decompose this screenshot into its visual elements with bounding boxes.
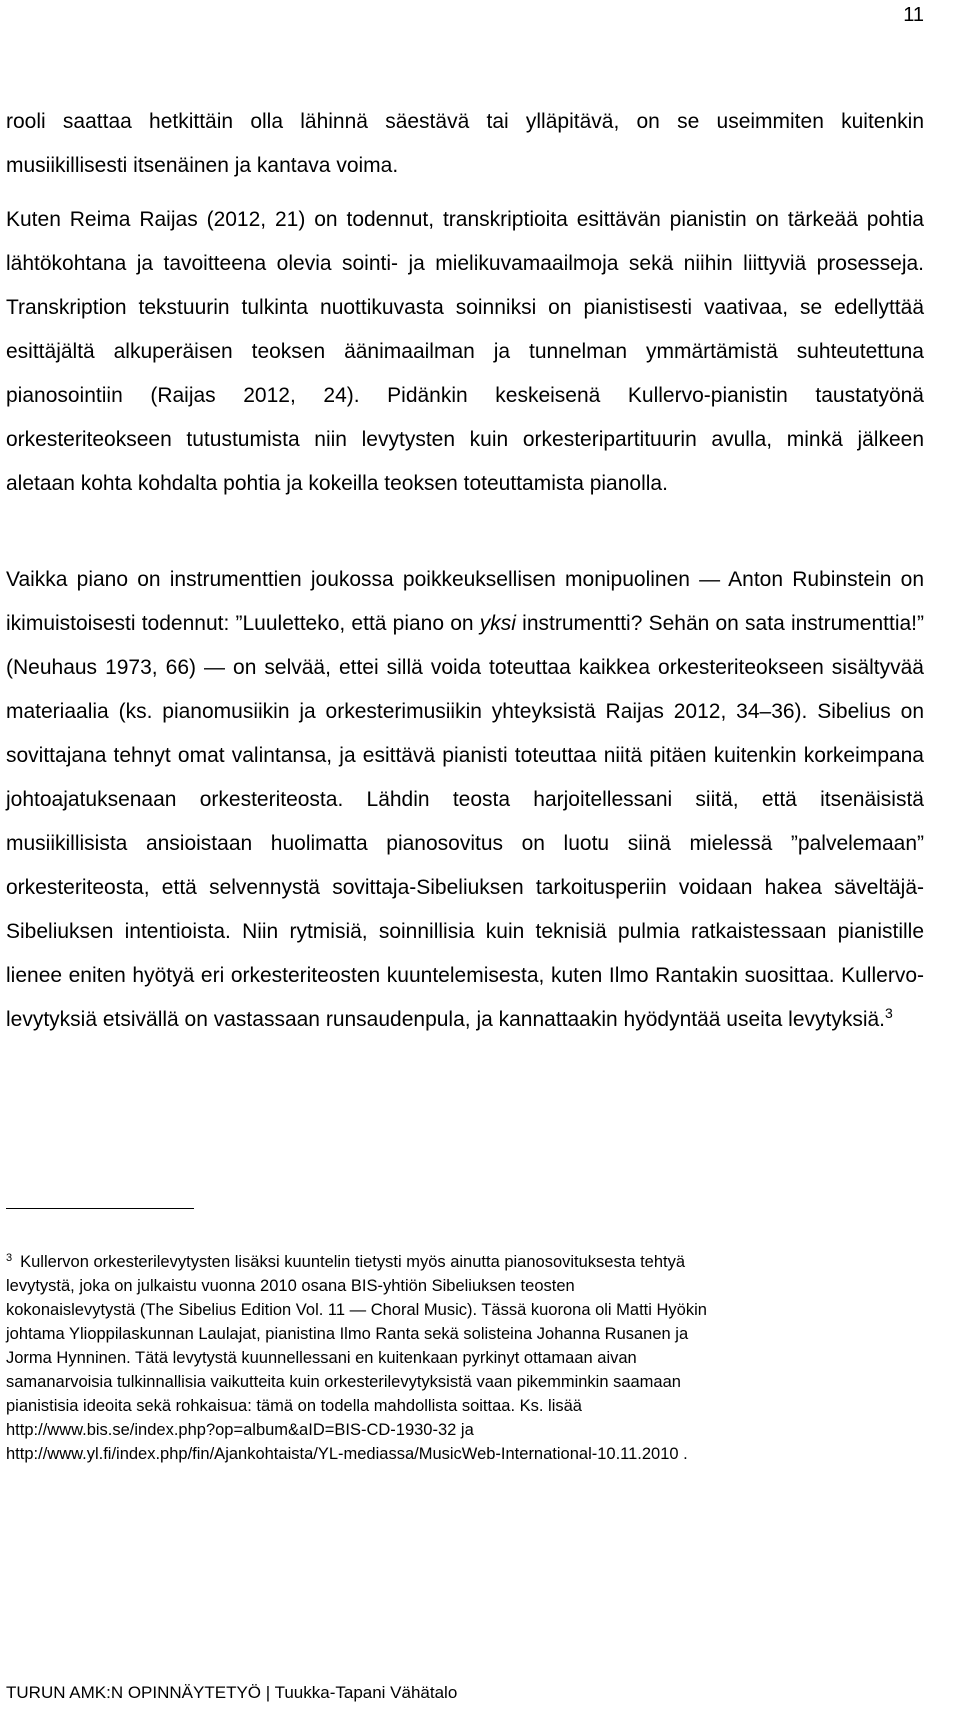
paragraph-3-emphasis: yksi <box>479 612 516 635</box>
footnote-line: samanarvoisia tulkinnallisia vaikutteita kuin orkesterilevytyksistä vaan pikemminkin saamaan <box>6 1373 681 1391</box>
footnote-line-text: Kullervon orkesterilevytysten lisäksi kuuntelin tietysti myös ainutta pianosovituksesta tehtyä <box>20 1253 686 1271</box>
paragraph-3-text-a: Vaikka piano on instrumenttien joukossa poikkeuksellisen monipuolinen — Anton Rubinstein on ikimuistoisesti todennut: ”Luuletteko, että piano on <box>6 568 924 635</box>
page-footer: TURUN AMK:N OPINNÄYTETYÖ | Tuukka-Tapani Vähätalo <box>6 1683 458 1702</box>
footnote-line: johtama Ylioppilaskunnan Laulajat, pianistina Ilmo Ranta sekä solisteina Johanna Rusanen ja <box>6 1325 689 1343</box>
paragraph-1: rooli saattaa hetkittäin olla lähinnä säestävä tai ylläpitävä, on se useimmiten kuitenkin musiikillisesti itsenäinen ja kantava voima. <box>6 110 924 177</box>
footnote-line: levytystä, joka on julkaistu vuonna 2010 osana BIS-yhtiön Sibeliuksen teosten <box>6 1277 575 1295</box>
paragraph-3 <box>6 558 924 1042</box>
footnote-link-bis[interactable]: http://www.bis.se/index.php?op=album&aID=BIS-CD-1930-32 ja <box>6 1421 474 1439</box>
footnote-line: Jorma Hynninen. Tätä levytystä kuunnellessani en kuitenkaan pyrkinyt ottamaan aivan <box>6 1349 637 1367</box>
footnote-separator <box>6 1208 194 1209</box>
footnote-reference[interactable]: 3 <box>885 1005 893 1021</box>
paragraph-3-text-b: instrumentti? Sehän on sata instrumenttia!” (Neuhaus 1973, 66) — on selvää, ettei sillä voida toteuttaa kaikkea orkesteriteokseen sisältyvää materiaalia (ks. pianomusiikin ja orkesterimusiikin yhteyksistä Raijas 2012, 34–36). Sibelius on sovittajana tehnyt omat valintansa, ja esittävä pianisti toteuttaa niitä pitäen kuitenkin korkeimpana johtoajatuksenaan orkesteriteosta. Lähdin teosta harjoitellessani siitä, että itsenäisistä musiikillisista ansioistaan huolimatta pianosovitus on luotu siinä mielessä ”palvelemaan” orkesteriteosta, että selvennystä sovittaja-Sibeliuksen tarkoitusperiin voidaan hakea säveltäjä-Sibeliuksen intentioista. Niin rytmisiä, soinnillisia kuin teknisiä pulmia ratkaistessaan pianistille lienee eniten hyötyä eri orkesteriteosten kuuntelemisesta, kuten Ilmo Rantakin suosittaa. Kullervo-levytyksiä etsivällä on vastassaan runsaudenpula, ja kannattaakin hyödyntää useita levytyksiä. <box>6 612 924 1031</box>
footnote-mark: 3 <box>6 1251 13 1264</box>
footnote-line: kokonaislevytystä (The Sibelius Edition Vol. 11 — Choral Music). Tässä kuorona oli Matti Hyökin <box>6 1301 707 1319</box>
footnote-link-yle[interactable]: http://www.yl.fi/index.php/fin/Ajankohtaista/YL-mediassa/MusicWeb-International-10.11.2010 . <box>6 1445 688 1463</box>
page-number: 11 <box>903 4 924 26</box>
footnote-3 <box>6 1250 906 1466</box>
footnote-line: pianistisia ideoita sekä rohkaisua: tämä on todella mahdollista soittaa. Ks. lisää <box>6 1397 582 1415</box>
footnote-line <box>6 1250 906 1274</box>
paragraph-2: Kuten Reima Raijas (2012, 21) on todennut, transkriptioita esittävän pianistin on tärkeää pohtia lähtökohtana ja tavoitteena olevia sointi- ja mielikuvamaailmoja sekä niihin liittyviä prosesseja. Transkription tekstuurin tulkinta nuottikuvasta soinniksi on pianistisesti vaativaa, se edellyttää esittäjältä alkuperäisen teoksen äänimaailman ja tunnelman ymmärtämistä suhteutettuna pianosointiin (Raijas 2012, 24). Pidänkin keskeisenä Kullervo-pianistin taustatyönä orkesteriteokseen tutustumista niin levytysten kuin orkesteripartituurin avulla, minkä jälkeen aletaan kohta kohdalta pohtia ja kokeilla teoksen toteuttamista pianolla. <box>6 208 924 495</box>
